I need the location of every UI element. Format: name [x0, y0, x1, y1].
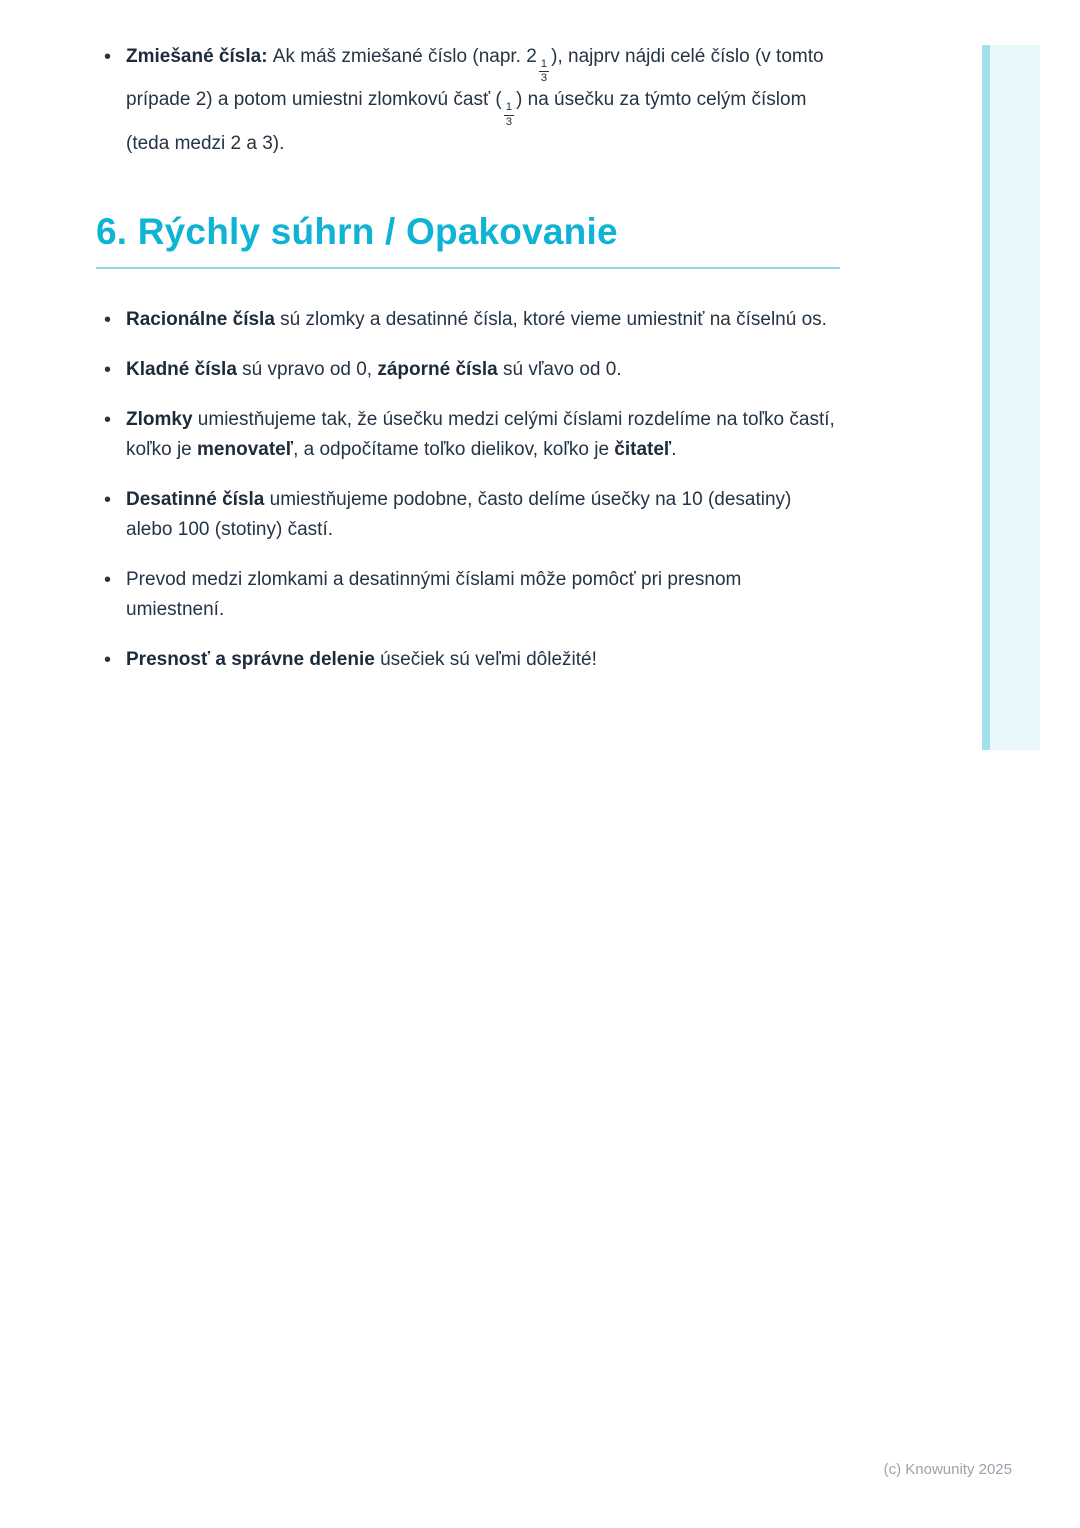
- fraction: $\frac{1}{3}$: [540, 58, 548, 85]
- decorative-side-band: [982, 45, 1040, 750]
- bullet-text: Zlomky umiestňujeme tak, že úsečku medzi celými číslami rozdelíme na toľko častí, koľko je menovateľ, a odpočítame toľko dielikov, koľko je čitateľ.: [126, 408, 835, 460]
- list-item: [96, 42, 840, 159]
- summary-bullet-list: [96, 305, 840, 675]
- bullet-text: Zmiešané čísla: Ak máš zmiešané číslo (napr. 2 $\frac{1}{3}$ ), najprv nájdi celé číslo (v tomto prípade 2) a potom umiestni zlomkovú časť ( $\frac{1}{3}$ ) na úsečku za týmto celým číslom (teda medzi 2 a 3).: [126, 46, 824, 154]
- list-item: [96, 565, 840, 625]
- section-divider: [96, 267, 840, 269]
- bullet-text: Racionálne čísla sú zlomky a desatinné čísla, ktoré vieme umiestniť na číselnú os.: [126, 308, 827, 330]
- list-item: [96, 405, 840, 465]
- page-content: [96, 42, 840, 695]
- copyright-footer: (c) Knowunity 2025: [883, 1461, 1012, 1478]
- fraction: $\frac{1}{3}$: [505, 101, 513, 128]
- list-item: [96, 305, 840, 335]
- bullet-text: Desatinné čísla umiestňujeme podobne, často delíme úsečky na 10 (desatiny) alebo 100 (stotiny) častí.: [126, 488, 792, 540]
- list-item: [96, 485, 840, 545]
- bullet-text: Prevod medzi zlomkami a desatinnými číslami môže pomôcť pri presnom umiestnení.: [126, 568, 742, 620]
- intro-bullet-list: [96, 42, 840, 159]
- list-item: [96, 645, 840, 675]
- section-heading: 6. Rýchly súhrn / Opakovanie: [96, 210, 618, 252]
- list-item: [96, 355, 840, 385]
- bullet-text: Presnosť a správne delenie úsečiek sú veľmi dôležité!: [126, 648, 597, 670]
- bullet-text: Kladné čísla sú vpravo od 0, záporné čísla sú vľavo od 0.: [126, 358, 622, 380]
